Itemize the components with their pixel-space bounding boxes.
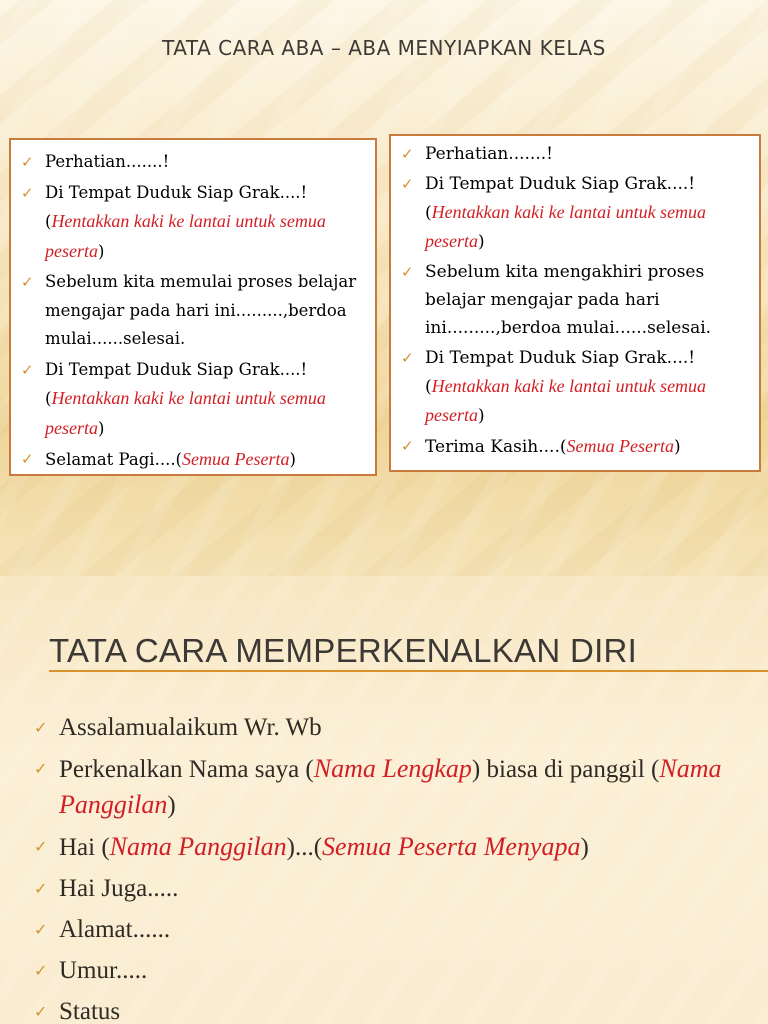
- item-note: Hentakkan kaki ke lantai untuk semua peserta: [45, 211, 326, 261]
- check-mark-icon: ✓: [21, 183, 34, 202]
- check-mark-icon: ✓: [401, 349, 414, 367]
- item-note: Nama Panggilan: [59, 754, 722, 819]
- check-mark-icon: ✓: [34, 961, 48, 980]
- check-mark-icon: ✓: [34, 718, 48, 737]
- check-mark-icon: ✓: [21, 153, 34, 171]
- item-note: Hentakkan kaki ke lantai untuk semua peserta: [425, 376, 707, 425]
- check-mark-icon: ✓: [34, 879, 48, 898]
- item-text: Alamat......: [59, 916, 171, 943]
- item-text: Hai (: [59, 834, 110, 861]
- list-item: [34, 829, 754, 865]
- check-mark-icon: ✓: [401, 175, 414, 193]
- list-item: [399, 170, 751, 256]
- item-note: Nama Lengkap: [313, 754, 472, 783]
- item-text: Sebelum kita mengakhiri proses belajar mengajar pada hari ini.........,berdoa mulai......selesai.: [425, 262, 712, 338]
- item-text-end: ): [289, 450, 296, 469]
- item-text: Di Tempat Duduk Siap Grak....! (: [45, 359, 308, 408]
- list-item: [19, 179, 367, 267]
- check-mark-icon: ✓: [401, 145, 414, 163]
- item-text: Selamat Pagi....(: [45, 450, 182, 469]
- slide-title: TATA CARA ABA – ABA MENYIAPKAN KELAS: [162, 36, 606, 60]
- list-item: [34, 994, 754, 1024]
- item-text: Status: [59, 998, 121, 1024]
- item-text: Umur.....: [59, 957, 148, 984]
- list-item: [399, 258, 751, 342]
- check-mark-icon: ✓: [401, 437, 414, 455]
- item-text-end: ): [478, 232, 485, 252]
- list-item: [19, 356, 367, 444]
- item-text: Perkenalkan Nama saya (: [59, 756, 314, 783]
- item-text-mid: )...(: [286, 834, 323, 861]
- check-mark-icon: ✓: [34, 1002, 48, 1021]
- title-underline: [49, 670, 768, 672]
- item-text-end: ): [98, 418, 105, 438]
- list-item: [19, 268, 367, 354]
- list-item: [34, 710, 754, 745]
- item-note: Semua Peserta: [182, 449, 290, 469]
- slide-title: TATA CARA MEMPERKENALKAN DIRI: [49, 632, 638, 669]
- item-text-end: ): [478, 406, 485, 426]
- item-text: Di Tempat Duduk Siap Grak....! (: [45, 182, 308, 231]
- item-text: Sebelum kita memulai proses belajar mengajar pada hari ini.........,berdoa mulai......selesai.: [45, 272, 357, 348]
- check-mark-icon: ✓: [34, 837, 48, 856]
- check-mark-icon: ✓: [34, 759, 48, 778]
- list-item: [34, 953, 754, 988]
- item-note: Hentakkan kaki ke lantai untuk semua peserta: [45, 388, 326, 438]
- item-text: Perhatian.......!: [425, 144, 553, 164]
- check-mark-icon: ✓: [21, 273, 34, 291]
- slide-perkenalan: [0, 576, 768, 1024]
- list-item: [399, 140, 751, 168]
- item-text-end: ): [673, 437, 681, 457]
- list-item: [19, 148, 367, 177]
- item-text-end: ): [580, 834, 589, 861]
- left-text-box: [9, 138, 377, 476]
- item-note: Nama Panggilan: [109, 832, 287, 861]
- list-item: [19, 445, 367, 475]
- item-note: Semua Peserta: [566, 436, 674, 456]
- item-text-end: ): [167, 792, 176, 819]
- list-item: [34, 912, 754, 947]
- item-text-mid: ) biasa di panggil (: [471, 756, 660, 783]
- item-note: Hentakkan kaki ke lantai untuk semua peserta: [425, 202, 707, 251]
- check-mark-icon: ✓: [34, 920, 48, 939]
- check-mark-icon: ✓: [21, 450, 34, 468]
- list-item: [399, 432, 751, 461]
- list-item: [399, 344, 751, 430]
- check-mark-icon: ✓: [401, 263, 414, 281]
- item-text: Di Tempat Duduk Siap Grak....! (: [425, 348, 696, 397]
- item-text: Assalamualaikum Wr. Wb: [59, 714, 322, 741]
- right-text-box: [389, 134, 761, 472]
- list-item: [34, 871, 754, 906]
- item-text: Terima Kasih....(: [425, 437, 567, 457]
- item-text: Perhatian.......!: [45, 152, 170, 171]
- list-item: [34, 751, 754, 823]
- check-mark-icon: ✓: [21, 360, 34, 379]
- item-note: Semua Peserta Menyapa: [322, 832, 581, 861]
- item-text-end: ): [98, 241, 105, 261]
- item-text: Di Tempat Duduk Siap Grak....! (: [425, 174, 696, 223]
- item-text: Hai Juga.....: [59, 875, 179, 902]
